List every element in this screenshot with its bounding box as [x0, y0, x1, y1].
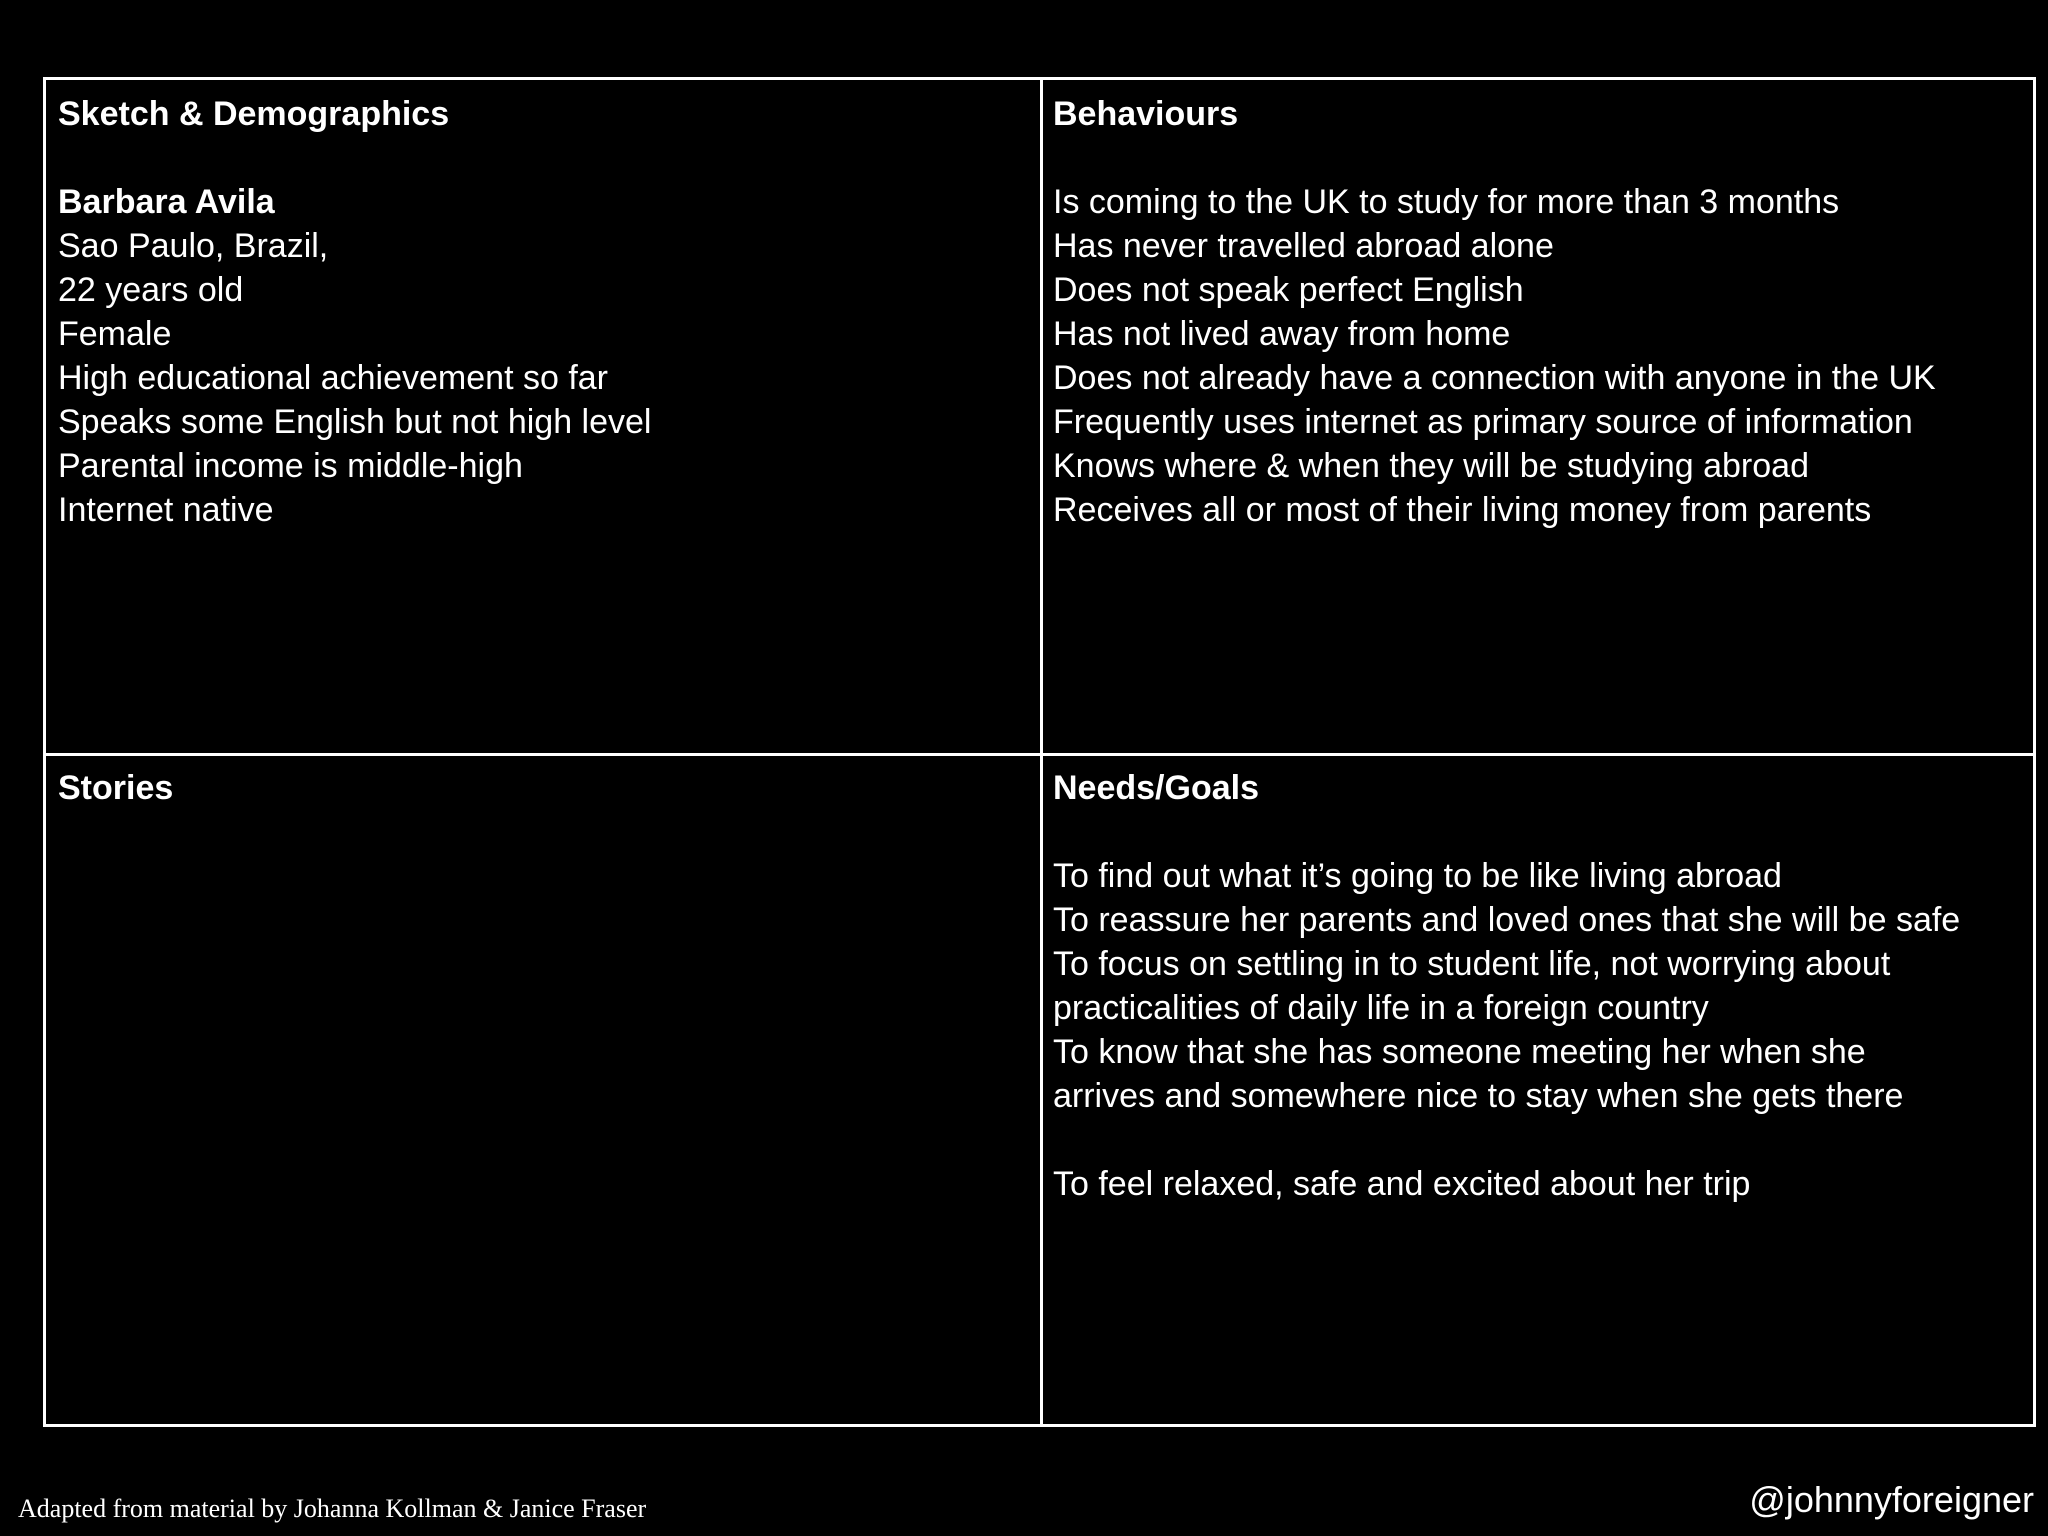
persona-name: Barbara Avila	[58, 183, 275, 221]
goal-line: To focus on settling in to student life, not worrying about	[1053, 945, 1891, 983]
behaviour-line: Has never travelled abroad alone	[1053, 227, 1554, 265]
goal-line: arrives and somewhere nice to stay when she gets there	[1053, 1077, 1904, 1115]
demographic-line: Sao Paulo, Brazil,	[58, 227, 329, 265]
behaviour-line: Has not lived away from home	[1053, 315, 1511, 353]
demographic-line: Internet native	[58, 491, 274, 529]
heading-sketch-demographics: Sketch & Demographics	[58, 95, 450, 133]
behaviour-line: Is coming to the UK to study for more than 3 months	[1053, 183, 1840, 221]
behaviour-line: Frequently uses internet as primary source of information	[1053, 403, 1913, 441]
goal-line: To reassure her parents and loved ones that she will be safe	[1053, 901, 1961, 939]
persona-grid	[43, 77, 2036, 1427]
demographic-line: Female	[58, 315, 172, 353]
behaviour-line: Knows where & when they will be studying abroad	[1053, 447, 1809, 485]
horizontal-divider	[46, 753, 2033, 756]
heading-stories: Stories	[58, 769, 174, 807]
author-handle: @johnnyforeigner	[1749, 1479, 2034, 1520]
attribution-credit: Adapted from material by Johanna Kollman & Janice Fraser	[18, 1494, 647, 1523]
demographic-line: 22 years old	[58, 271, 244, 309]
quadrant-sketch-demographics	[58, 92, 651, 532]
demographic-line: High educational achievement so far	[58, 359, 608, 397]
heading-behaviours: Behaviours	[1053, 95, 1239, 133]
demographic-line: Speaks some English but not high level	[58, 403, 652, 441]
goal-line: To know that she has someone meeting her when she	[1053, 1033, 1866, 1071]
behaviour-line: Receives all or most of their living money from parents	[1053, 491, 1872, 529]
demographic-line: Parental income is middle-high	[58, 447, 523, 485]
quadrant-behaviours	[1053, 92, 1936, 532]
quadrant-needs-goals	[1053, 766, 1960, 1206]
goal-line: To find out what it’s going to be like living abroad	[1053, 857, 1782, 895]
behaviour-line: Does not speak perfect English	[1053, 271, 1524, 309]
quadrant-stories	[58, 766, 173, 854]
goal-line: practicalities of daily life in a foreign country	[1053, 989, 1709, 1027]
spacer	[1053, 1118, 1960, 1162]
vertical-divider	[1040, 80, 1043, 1424]
heading-needs-goals: Needs/Goals	[1053, 769, 1259, 807]
goal-line-closing: To feel relaxed, safe and excited about her trip	[1053, 1165, 1751, 1203]
behaviour-line: Does not already have a connection with anyone in the UK	[1053, 359, 1936, 397]
